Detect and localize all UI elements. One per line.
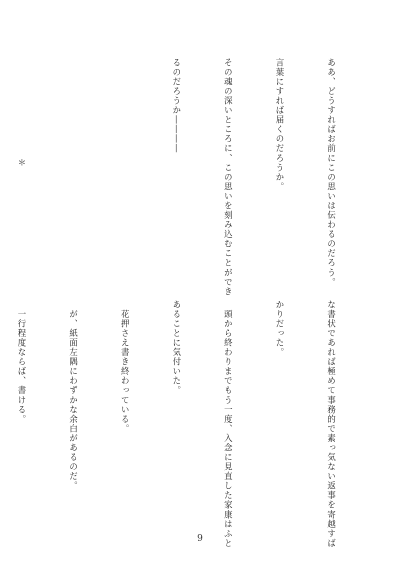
upper-text-block: [0, 58, 374, 297]
text-line: 一行程度ならば、書ける。: [16, 300, 27, 425]
text-line: 言葉にすれば届くのだろうか。: [274, 58, 285, 192]
text-line: が、紙面左隅にわずかな余白があるのだ。: [68, 300, 79, 491]
text-line: その魂の深いところに、この思いを刻み込むことができ: [223, 58, 234, 297]
text-line: かりだった。: [274, 300, 285, 358]
section-break-mark: ＊: [16, 158, 27, 167]
text-line: 花押さえ書き終わっている。: [120, 300, 131, 434]
text-line: るのだろうか――――: [171, 58, 182, 154]
page-number: 9: [197, 534, 203, 544]
lower-text-block: [0, 300, 374, 549]
text-line: ああ、どうすればお前にこの思いは伝わるのだろう。: [326, 58, 337, 287]
text-line: 頭から終わりまでもう一度、入念に見直した家康はふと: [223, 300, 234, 549]
text-line: あることに気付いた。: [171, 300, 182, 396]
section-break: [0, 58, 64, 270]
text-line: な書状であれば極めて事務的で素っ気ない返事を寄越すば: [326, 300, 337, 549]
